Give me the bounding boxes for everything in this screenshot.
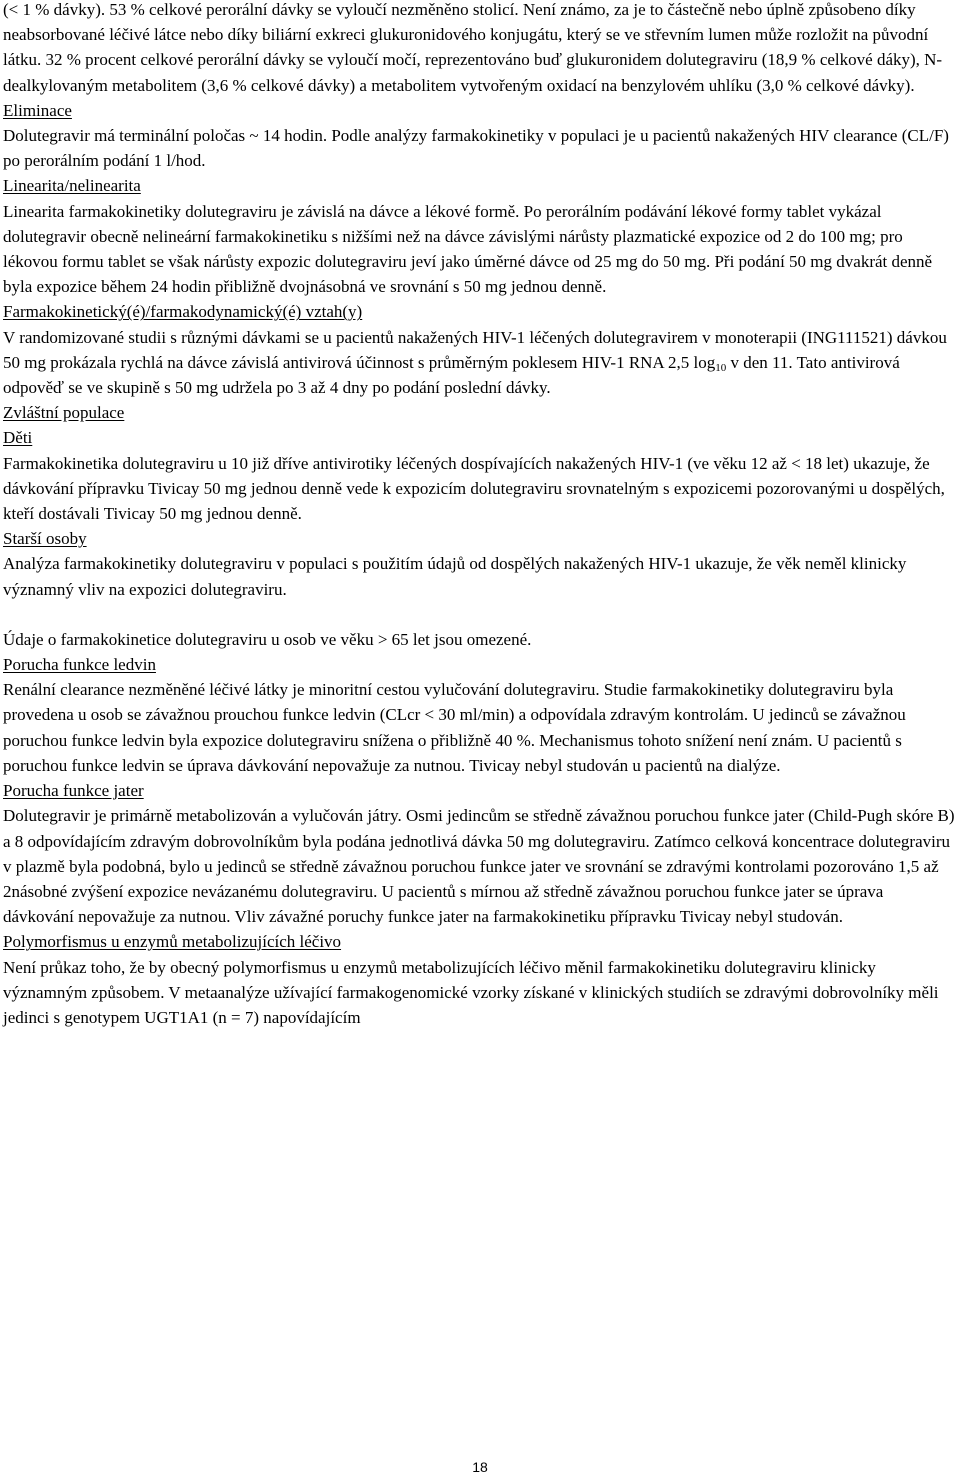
heading-eliminace: Eliminace [3, 100, 72, 120]
pkpd-text-after: v den 11. Tato antivirová odpověď se ve skupině s 50 mg udržela po 3 až 4 dny po podání poslední dávky. [3, 352, 900, 398]
heading-linearita: Linearita/nelinearita [3, 176, 141, 196]
heading-starsi-osoby: Starší osoby [3, 529, 87, 549]
paragraph-porucha-ledvin: Renální clearance nezměněné léčivé látky je minoritní cestou vylučování dolutegraviru. Studie farmakokinetiky dolutegraviru byla provedena u osob se závažnou prouchou funkce ledvin (CLcr < 30 ml/min) a odpovídala zdravým kontrolám. U jedinců se závažnou poruchou funkce ledvin byla expozice dolutegraviru snížena o přibližně 40 %. Mechanismus tohoto snížení není znám. U pacientů s poruchou funkce ledvin se úprava dávkování nepovažuje za nutnou. Tivicay nebyl studován u pacientů na dialýze. [3, 680, 906, 775]
heading-polymorfismus: Polymorfismus u enzymů metabolizujících léčivo [3, 932, 342, 952]
paragraph-linearita: Linearita farmakokinetiky dolutegraviru je závislá na dávce a lékové formě. Po perorálním podávání lékové formy tablet vykázal dolutegravir obecně nelineární farmakokinetiku s nižšími než na dávce závislými nárůsty plazmatické expozice od 2 do 100 mg; pro lékovou formu tablet se však nárůsty expozic dolutegraviru jeví jako úměrné dávce od 25 mg do 50 mg. Při podání 50 mg dvakrát denně byla expozice během 24 hodin přibližně dvojnásobná ve srovnání s 50 mg jednou denně. [3, 201, 933, 297]
paragraph-starsi-osoby: Analýza farmakokinetiky dolutegraviru v populaci s použitím údajů od dospělých nakažených HIV-1 ukazuje, že věk neměl klinicky významný vliv na expozici dolutegraviru. [3, 554, 907, 599]
document-page [3, 0, 955, 1030]
paragraph-deti: Farmakokinetika dolutegraviru u 10 již dříve antivirotiky léčených dospívajících nakažených HIV-1 (ve věku 12 až < 18 let) ukazuje, že dávkování přípravku Tivicay 50 mg jednou denně vede k expozicím dolutegraviru srovnatelným s expozicemi pozorovanými u dospělých, kteří dostávali Tivicay 50 mg jednou denně. [3, 453, 945, 524]
paragraph-eliminace: Dolutegravir má terminální poločas ~ 14 hodin. Podle analýzy farmakokinetiky v populaci je u pacientů nakažených HIV clearance (CL/F) po perorálním podání 1 l/hod. [3, 126, 949, 171]
paragraph-pkpd [3, 325, 955, 401]
heading-porucha-jater: Porucha funkce jater [3, 781, 144, 801]
intro-paragraph: (< 1 % dávky). 53 % celkové perorální dávky se vyloučí nezměněno stolicí. Není známo, za je to částečně nebo úplně způsobeno díky neabsorbované léčivé látce nebo díky biliární exkreci glukuronidového konjugátu, který se ve střevním lumen může rozložit na původní látku. 32 % procent celkové perorální dávky se vyloučí močí, reprezentováno buď glukuronidem dolutegraviru (18,9 % celkové dáky), N-dealkylovaným metabolitem (3,6 % celkové dávky) a metabolitem vytvořeným oxidací na benzylovém uhlíku (3,0 % celkové dávky). [3, 0, 943, 95]
heading-porucha-ledvin: Porucha funkce ledvin [3, 655, 156, 675]
paragraph-polymorfismus: Není průkaz toho, že by obecný polymorfismus u enzymů metabolizujících léčivo měnil farmakokinetiku dolutegraviru klinicky významným způsobem. V metaanalýze užívající farmakogenomické vzorky získané v klinických studiích se zdravými dobrovolníky měli jedinci s genotypem UGT1A1 (n = 7) napovídajícím [3, 957, 939, 1027]
log-subscript: 10 [715, 361, 727, 374]
pkpd-text-before: V randomizované studii s různými dávkami se u pacientů nakažených HIV-1 léčených dolutegravirem v monoterapii (ING111521) dávkou 50 mg prokázala rychlá na dávce závislá antivirová účinnost s průměrným poklesem HIV-1 RNA 2,5 log [3, 327, 947, 372]
paragraph-porucha-jater: Dolutegravir je primárně metabolizován a vylučován játry. Osmi jedincům se středně závažnou poruchou funkce jater (Child-Pugh skóre B) a 8 odpovídajícím zdravým dobrovolníkům byla podána jednotlivá dávka 50 mg dolutegraviru. Zatímco celková koncentrace dolutegraviru v plazmě byla podobná, bylo u jedinců se středně závažnou poruchou funkce jater ve srovnání se zdravými kontrolami pozorováno 1,5 až 2násobné zvýšení expozice nevázanému dolutegraviru. U pacientů s mírnou až středně závažnou poruchou funkce jater se úprava dávkování nepovažuje za nutnou. Vliv závažné poruchy funkce jater na farmakokinetiku přípravku Tivicay nebyl studován. [3, 806, 955, 927]
page-number: 18 [472, 1459, 488, 1475]
heading-deti: Děti [3, 428, 33, 448]
heading-zvlastni-populace: Zvláštní populace [3, 403, 125, 423]
paragraph-starsi-osoby-2: Údaje o farmakokinetice dolutegraviru u osob ve věku > 65 let jsou omezené. [3, 629, 532, 649]
heading-pkpd: Farmakokinetický(é)/farmakodynamický(é) vztah(y) [3, 302, 363, 322]
